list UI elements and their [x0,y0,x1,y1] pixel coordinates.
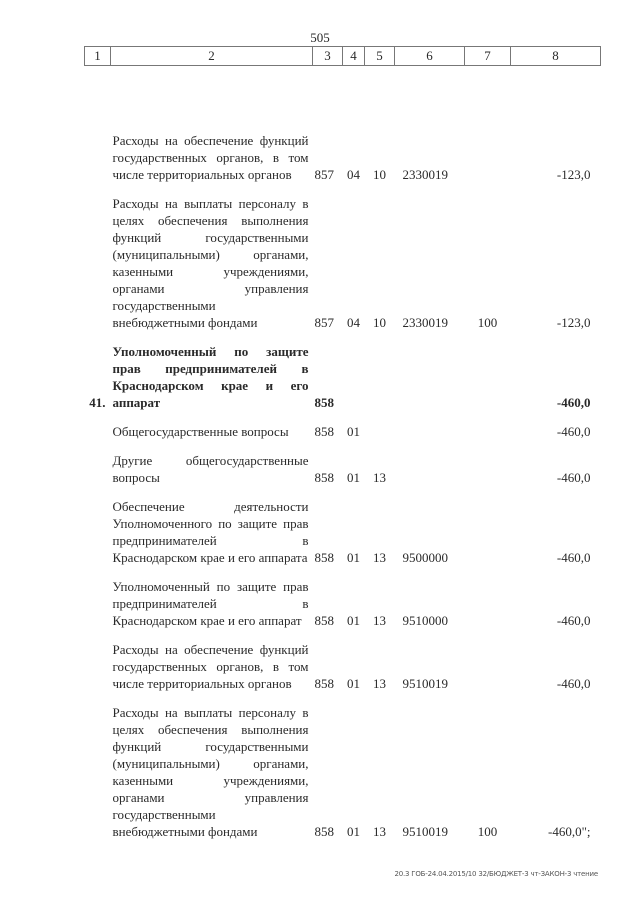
col-5-value: 13 [373,550,386,565]
col-7-value: 100 [477,315,498,330]
row-name: Уполномоченный по защите прав предпринимателей в Краснодарском крае и его аппарат [112,344,309,410]
table-body [85,66,601,841]
col-5-value: 13 [373,824,386,839]
row-name: Общегосударственные вопросы [112,424,289,439]
col-3-value: 858 [314,824,334,839]
row-name: Другие общегосударственные вопросы [112,453,309,485]
row-name: Расходы на обеспечение функций государственных органов, в том числе территориальных органов [112,133,309,182]
col-5-value: 10 [373,315,386,330]
col-4-value: 01 [347,550,360,565]
row-name: Уполномоченный по защите прав предпринимателей в Краснодарском крае и его аппарат [112,579,309,628]
col-7-value [465,440,511,486]
col-6-value: 2330019 [402,315,448,330]
col-7-value [465,566,511,629]
col-5-value: 13 [373,613,386,628]
col-3-value: 858 [314,470,334,485]
column-header-4: 4 [343,47,365,66]
table-row [85,183,601,331]
col-3-value: 858 [314,424,334,439]
column-header-2: 2 [111,47,313,66]
col-4-value: 01 [347,824,360,839]
table-row [85,486,601,566]
col-7-value [465,629,511,692]
col-6-value: 9510019 [402,824,448,839]
col-8-value: -460,0 [556,550,591,565]
col-6-value [395,331,465,411]
col-4-value: 01 [347,676,360,691]
col-8-value: -460,0 [556,395,591,410]
column-header-6: 6 [395,47,465,66]
column-header-1: 1 [85,47,111,66]
row-number [85,411,111,440]
row-name: Расходы на обеспечение функций государственных органов, в том числе территориальных органов [112,642,309,691]
col-7-value: 100 [477,824,498,839]
table-row [85,66,601,184]
table-row [85,331,601,411]
row-name: Расходы на выплаты персоналу в целях обеспечения выполнения функций государственными (муниципальными) органами, казенными учреждениями, органами управления государственными внебюджетными фондами [112,196,309,330]
col-4-value: 01 [347,470,360,485]
footer-note: 20.3 ГОБ-24.04.2015/10 32/БЮДЖЕТ-3 чт-ЗАКОН-3 чтение [394,870,598,878]
col-5-value: 10 [373,167,386,182]
table-row [85,440,601,486]
col-4-value: 04 [347,315,360,330]
col-8-value: -460,0 [556,613,591,628]
table-row [85,566,601,629]
col-6-value: 9510000 [402,613,448,628]
col-8-value: -460,0"; [548,824,591,839]
row-number [85,486,111,566]
col-3-value: 857 [314,167,334,182]
row-number [85,692,111,840]
col-7-value [465,486,511,566]
col-3-value: 857 [314,315,334,330]
budget-table [84,46,601,840]
column-header-3: 3 [313,47,343,66]
col-7-value [465,331,511,411]
col-6-value: 9500000 [402,550,448,565]
col-8-value: -123,0 [556,167,591,182]
col-6-value [395,440,465,486]
col-4-value: 01 [347,613,360,628]
col-7-value [465,411,511,440]
col-4-value: 01 [347,424,360,439]
col-8-value: -460,0 [556,424,591,439]
col-3-value: 858 [314,550,334,565]
col-6-value [395,411,465,440]
row-number [85,66,111,184]
row-name: Расходы на выплаты персоналу в целях обеспечения выполнения функций государственными (муниципальными) органами, казенными учреждениями, органами управления государственными внебюджетными фондами [112,705,309,839]
col-8-value: -460,0 [556,470,591,485]
col-5-value [365,411,395,440]
table-row [85,629,601,692]
col-6-value: 9510019 [402,676,448,691]
col-4-value: 04 [347,167,360,182]
table-header [85,47,601,66]
column-header-7: 7 [465,47,511,66]
row-name: Обеспечение деятельности Уполномоченного по защите прав предпринимателей в Краснодарском крае и его аппарата [112,499,309,565]
row-number [85,566,111,629]
col-3-value: 858 [314,613,334,628]
row-number [85,440,111,486]
row-number: 41. [89,395,106,410]
row-number [85,183,111,331]
col-8-value: -460,0 [556,676,591,691]
page-number: 505 [310,30,330,45]
column-header-8: 8 [511,47,601,66]
col-5-value: 13 [373,470,386,485]
row-number [85,629,111,692]
col-7-value [465,66,511,184]
table-row [85,411,601,440]
table-row [85,692,601,840]
col-4-value [343,331,365,411]
col-3-value: 858 [314,676,334,691]
col-6-value: 2330019 [402,167,448,182]
column-header-5: 5 [365,47,395,66]
col-3-value: 858 [314,395,334,410]
col-5-value: 13 [373,676,386,691]
col-5-value [365,331,395,411]
col-8-value: -123,0 [556,315,591,330]
